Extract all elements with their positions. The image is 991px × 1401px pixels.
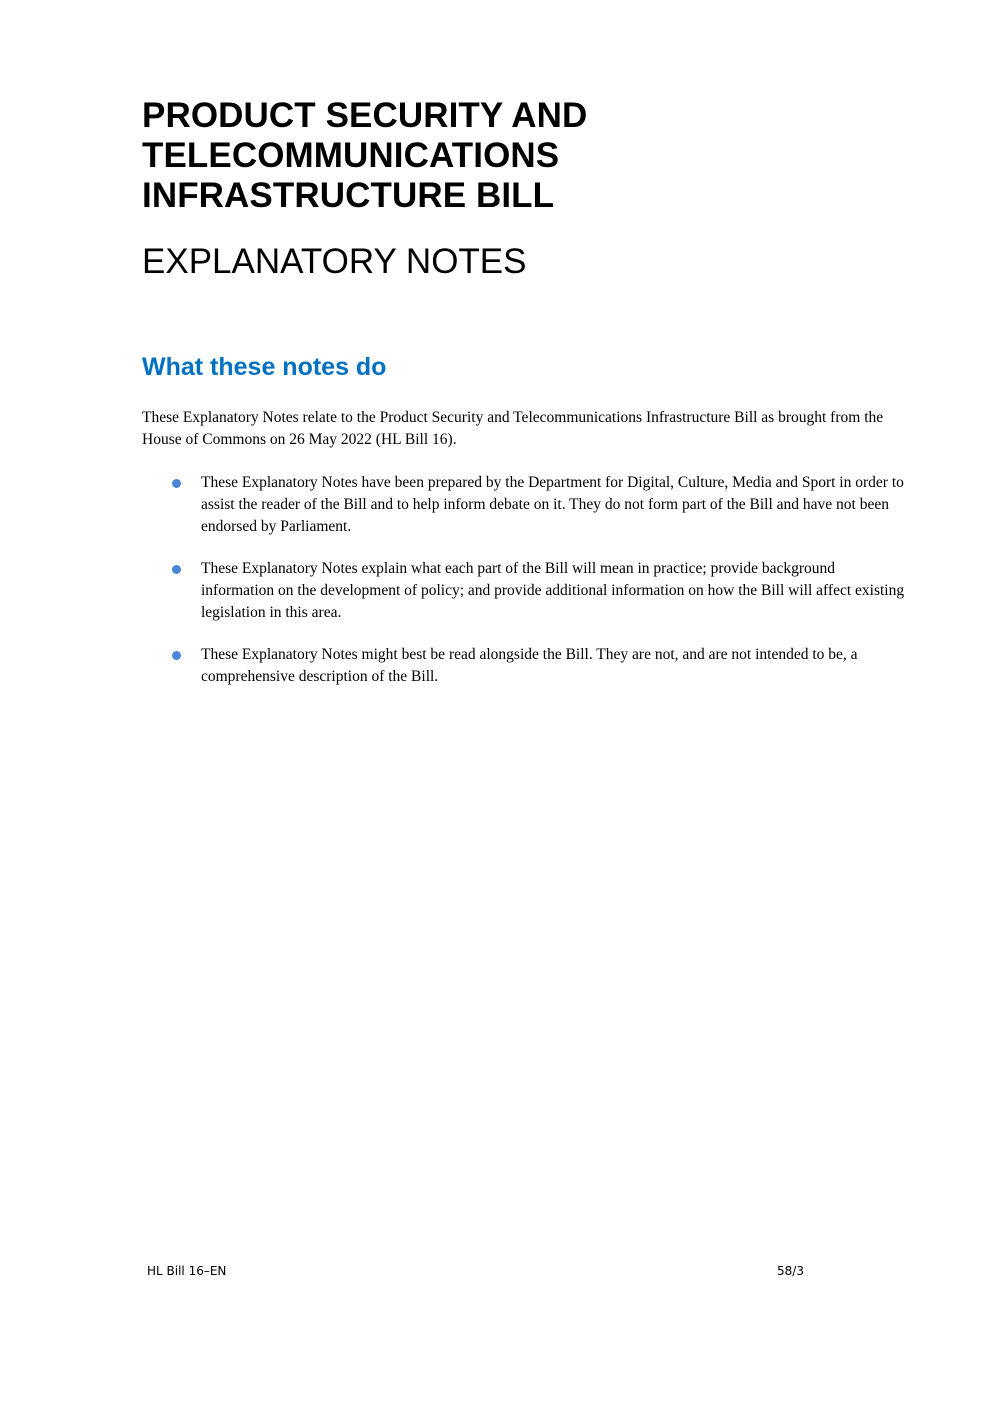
bullet-dot-icon [172, 479, 181, 488]
document-subtitle: EXPLANATORY NOTES [142, 242, 527, 281]
footer-bill-reference: HL Bill 16–EN [147, 1264, 227, 1278]
bullet-dot-icon [172, 565, 181, 574]
section-heading: What these notes do [142, 353, 387, 381]
title-line-1: PRODUCT SECURITY AND [142, 96, 588, 135]
bullet-item [142, 472, 912, 538]
title-line-3: INFRASTRUCTURE BILL [142, 176, 555, 215]
bullet-text: These Explanatory Notes might best be read alongside the Bill. They are not, and are not intended to be, a comprehensive description of the Bill. [201, 646, 858, 685]
bullet-dot-icon [172, 651, 181, 660]
bullet-text: These Explanatory Notes explain what each part of the Bill will mean in practice; provide background information on the development of policy; and provide additional information on how the Bill will affect existing legislation in this area. [201, 560, 905, 621]
bullet-item [142, 558, 912, 624]
bullet-list [142, 472, 912, 708]
document-title [142, 96, 587, 216]
bullet-text: These Explanatory Notes have been prepared by the Department for Digital, Culture, Media and Sport in order to assist the reader of the Bill and to help inform debate on it. They do not form part of the Bill and have not been endorsed by Parliament. [201, 474, 904, 535]
intro-paragraph: These Explanatory Notes relate to the Product Security and Telecommunications Infrastructure Bill as brought from the House of Commons on 26 May 2022 (HL Bill 16). [142, 409, 884, 448]
title-line-2: TELECOMMUNICATIONS [142, 136, 560, 175]
bullet-item [142, 644, 912, 688]
footer-page-code: 58/3 [777, 1264, 804, 1278]
